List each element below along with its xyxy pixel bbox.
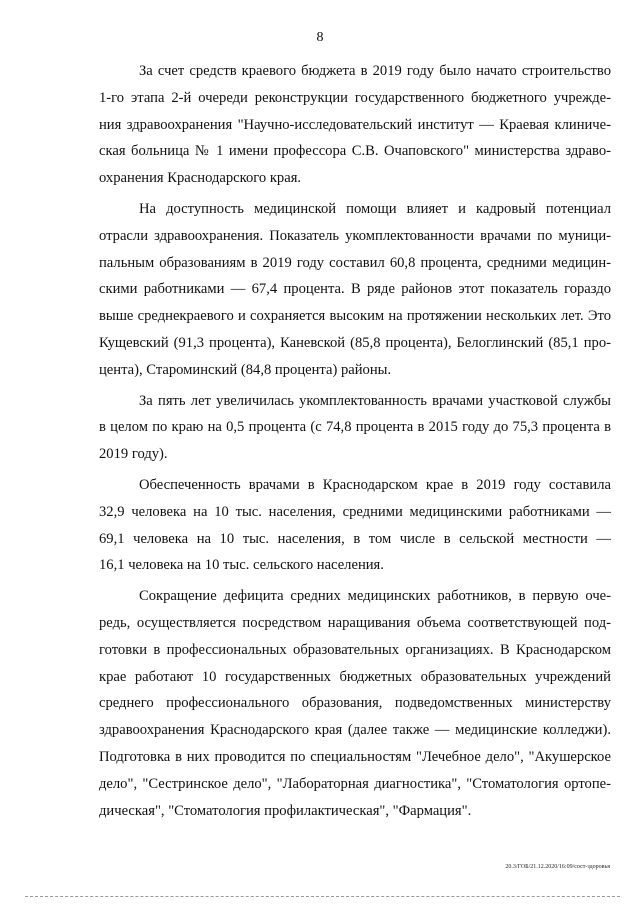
page-bottom-edge [25,896,620,897]
text-line: готовки в профессиональных образовательных организациях. В Краснодарском [99,641,611,658]
text-line: 2019 году). [99,446,168,463]
text-line: цента), Староминский (84,8 процента) районы. [99,361,392,378]
text-line: скими работниками — 67,4 процента. В ряде районов этот показатель гораздо [99,281,611,298]
text-line: На доступность медицинской помощи влияет и кадровый потенциал [139,200,611,217]
text-line: отрасли здравоохранения. Показатель укомплектованности врачами по муници- [99,227,611,244]
text-line: ния здравоохранения "Научно-исследовательский институт — Краевая клиниче- [99,116,611,133]
paragraph-nursing-shortage [99,583,611,824]
text-line: пальным образованиям в 2019 году составил 60,8 процента, средними медицин- [99,254,611,271]
text-line: ская больница № 1 имени профессора С.В. Очаповского" министерства здраво- [99,143,611,160]
page-number: 8 [316,30,324,45]
document-body [99,58,611,824]
paragraph-staffing-levels [99,196,611,384]
text-line: 69,1 человека на 10 тыс. населения, в том числе в сельской местности — [99,530,611,547]
text-line: 16,1 человека на 10 тыс. сельского населения. [99,557,384,574]
text-line: дело", "Сестринское дело", "Лабораторная диагностика", "Стоматология ортопе- [99,775,611,792]
text-line: в целом по краю на 0,5 процента (с 74,8 процента в 2015 году до 75,3 процента в [99,419,611,436]
paragraph-district-service [99,388,611,468]
text-line: редь, осуществляется посредством наращивания объема соответствующей под- [99,614,611,631]
paragraph-doctor-provision [99,472,611,579]
text-line: крае работают 10 государственных бюджетных образовательных учреждений [99,668,611,685]
text-line: За пять лет увеличилась укомплектованность врачами участковой службы [139,392,611,409]
text-line: дическая", "Стоматология профилактическая", "Фармация". [99,802,472,819]
document-footer-code: 20.3/ГОБ/21.12.2020/16:09/сост-здоровья [505,864,610,870]
text-line: охранения Краснодарского края. [99,170,302,187]
text-line: выше среднекраевого и сохраняется высоким на протяжении нескольких лет. Это [99,308,611,325]
text-line: Кущевский (91,3 процента), Каневской (85,8 процента), Белоглинский (85,1 про- [99,334,611,351]
text-line: 32,9 человека на 10 тыс. населения, средними медицинскими работниками — [99,503,611,520]
text-line: За счет средств краевого бюджета в 2019 году было начато строительство [139,63,611,79]
text-line: среднего профессионального образования, подведомственных министерству [99,695,611,712]
text-line: Сокращение дефицита средних медицинских работников, в первую оче- [139,588,611,605]
paragraph-budget-construction [99,58,611,192]
text-line: Подготовка в них проводится по специальностям "Лечебное дело", "Акушерское [99,748,611,765]
text-line: 1-го этапа 2-й очереди реконструкции государственного бюджетного учрежде- [99,89,611,106]
text-line: Обеспеченность врачами в Краснодарском крае в 2019 году составила [139,476,611,493]
text-line: здравоохранения Краснодарского края (далее также — медицинские колледжи). [99,722,611,739]
